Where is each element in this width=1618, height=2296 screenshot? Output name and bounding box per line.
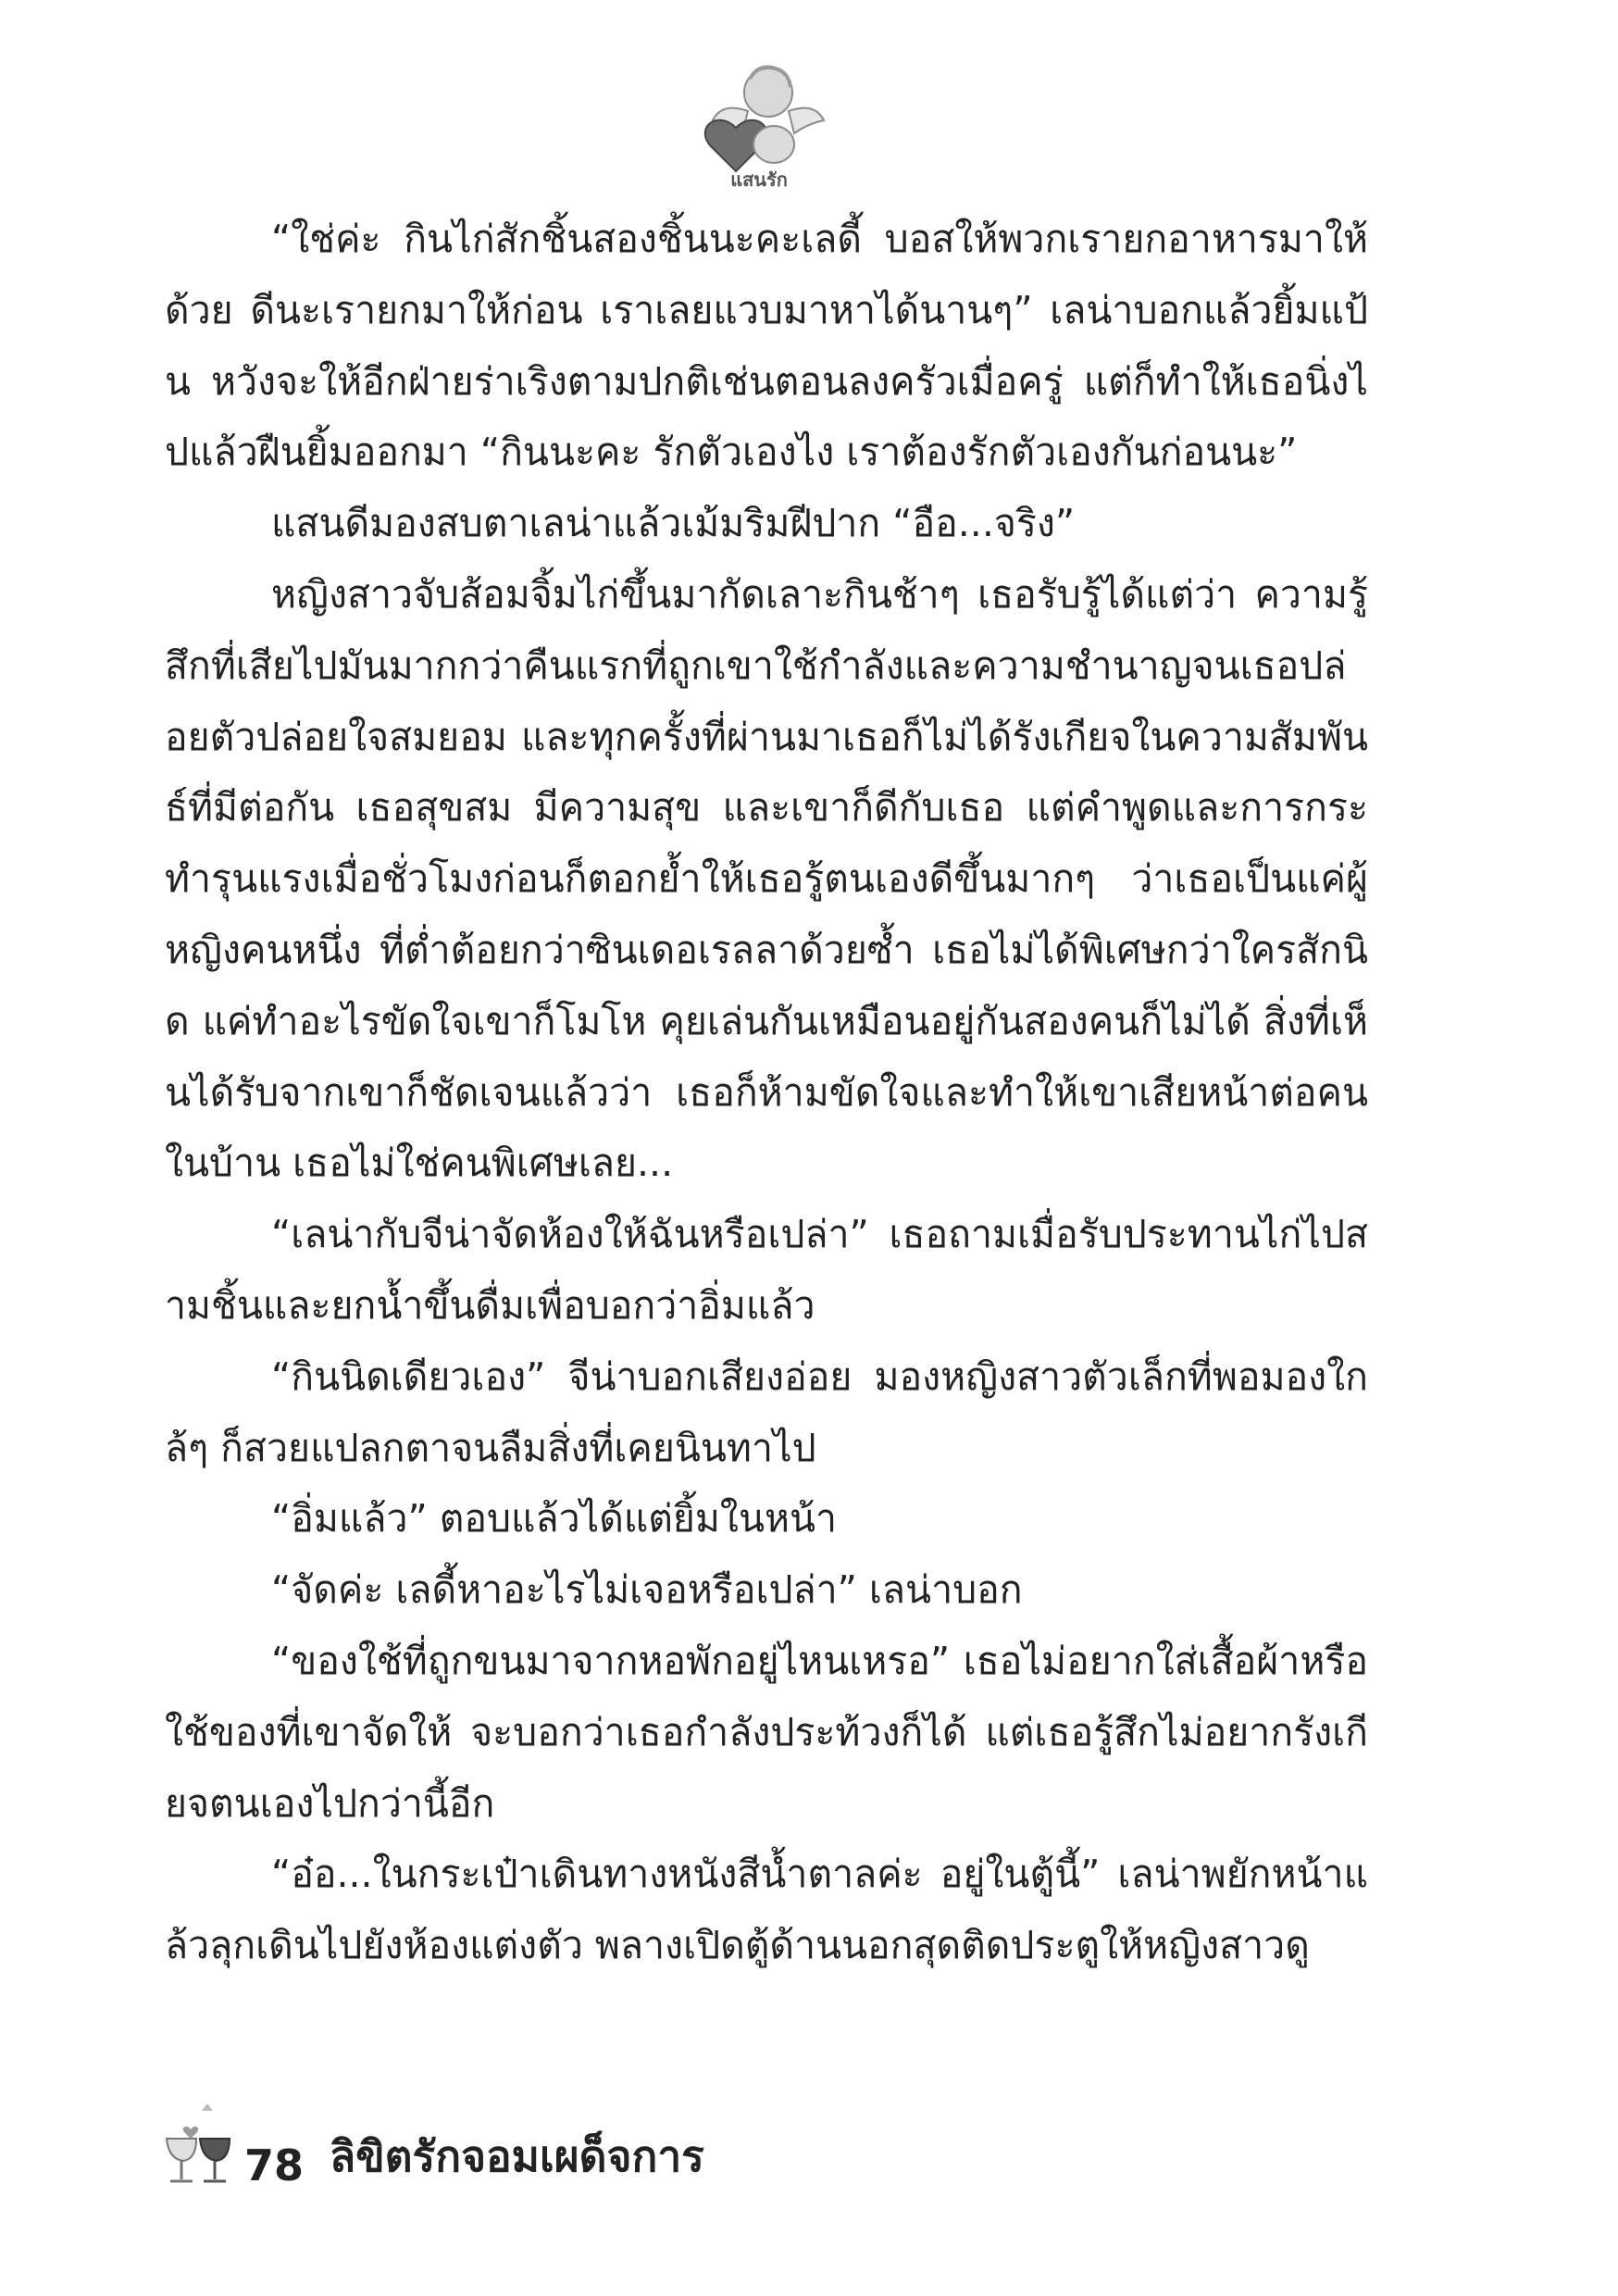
logo-text: แสนรัก	[730, 168, 788, 191]
paragraph: หญิงสาวจับส้อมจิ้มไก่ขึ้นมากัดเลาะกินช้าๆ เธอรับรู้ได้แต่ว่า ความรู้สึกที่เสียไปมันมากกว่าคืนแรกที่ถูกเขาใช้กำลังและความชำนาญจนเธอปล่อยตัวปล่อยใจสมยอม และทุกครั้งที่ผ่านมาเธอก็ไม่ได้รังเกียจในความสัมพันธ์ที่มีต่อกัน เธอสุขสม มีความสุข และเขาก็ดีกับเธอ แต่คำพูดและการกระทำรุนแรงเมื่อชั่วโมงก่อนก็ตอกย้ำให้เธอรู้ตนเองดีขึ้นมากๆ ว่าเธอเป็นแค่ผู้หญิงคนหนึ่ง ที่ต่ำต้อยกว่าซินเดอเรลลาด้วยซ้ำ เธอไม่ได้พิเศษกว่าใครสักนิด แค่ทำอะไรขัดใจเขาก็โมโห คุยเล่นกันเหมือนอยู่กันสองคนก็ไม่ได้ สิ่งที่เห็นได้รับจากเขาก็ชัดเจนแล้วว่า เธอก็ห้ามขัดใจและทำให้เขาเสียหน้าต่อคนในบ้าน เธอไม่ใช่คนพิเศษเลย...	[165, 571, 1368, 1186]
book-title: ลิขิตรักจอมเผด็จการ	[330, 2131, 704, 2181]
paragraph: “เลน่ากับจีน่าจัดห้องให้ฉันหรือเปล่า” เธอถามเมื่อรับประทานไก่ไปสามชิ้นและยกน้ำขึ้นดื่มเพื่อบอกว่าอิ่มแล้ว	[165, 1212, 1368, 1328]
paragraph: แสนดีมองสบตาเลน่าแล้วเม้มริมฝีปาก “อือ...จริง”	[271, 501, 1076, 546]
header-logo	[685, 56, 833, 194]
paragraph: “กินนิดเดียวเอง” จีน่าบอกเสียงอ่อย มองหญิงสาวตัวเล็กที่พอมองใกล้ๆ ก็สวยแปลกตาจนลืมสิ่งที่เคยนินทาไป	[165, 1354, 1368, 1470]
paragraph: “จัดค่ะ เลดี้หาอะไรไม่เจอหรือเปล่า” เลน่าบอก	[271, 1567, 1023, 1613]
paragraph: “ใช่ค่ะ กินไก่สักชิ้นสองชิ้นนะคะเลดี้ บอสให้พวกเรายกอาหารมาให้ด้วย ดีนะเรายกมาให้ก่อน เราเลยแวบมาหาได้นานๆ” เลน่าบอกแล้วยิ้มแป้น หวังจะให้อีกฝ่ายร่าเริงตามปกติเช่นตอนลงครัวเมื่อครู่ แต่ก็ทำให้เธอนิ่งไปแล้วฝืนยิ้มออกมา “กินนะคะ รักตัวเองไง เราต้องรักตัวเองกันก่อนนะ”	[165, 217, 1368, 475]
paragraph: “อิ่มแล้ว” ตอบแล้วได้แต่ยิ้มในหน้า	[271, 1496, 838, 1541]
text-body	[165, 204, 1368, 2129]
wine-glasses-icon	[148, 2102, 241, 2194]
page-footer	[148, 2092, 704, 2194]
page-number: 78	[244, 2140, 305, 2190]
paragraph: “อ๋อ...ในกระเป๋าเดินทางหนังสีน้ำตาลค่ะ อยู่ในตู้นี้” เลน่าพยักหน้าแล้วลุกเดินไปยังห้องแต่งตัว พลางเปิดตู้ด้านนอกสุดติดประตูให้หญิงสาวดู	[165, 1852, 1368, 1968]
paragraph: “ของใช้ที่ถูกขนมาจากหอพักอยู่ไหนเหรอ” เธอไม่อยากใส่เสื้อผ้าหรือใช้ของที่เขาจัดให้ จะบอกว่าเธอกำลังประท้วงก็ได้ แต่เธอรู้สึกไม่อยากรังเกียจตนเองไปกว่านี้อีก	[165, 1638, 1368, 1826]
